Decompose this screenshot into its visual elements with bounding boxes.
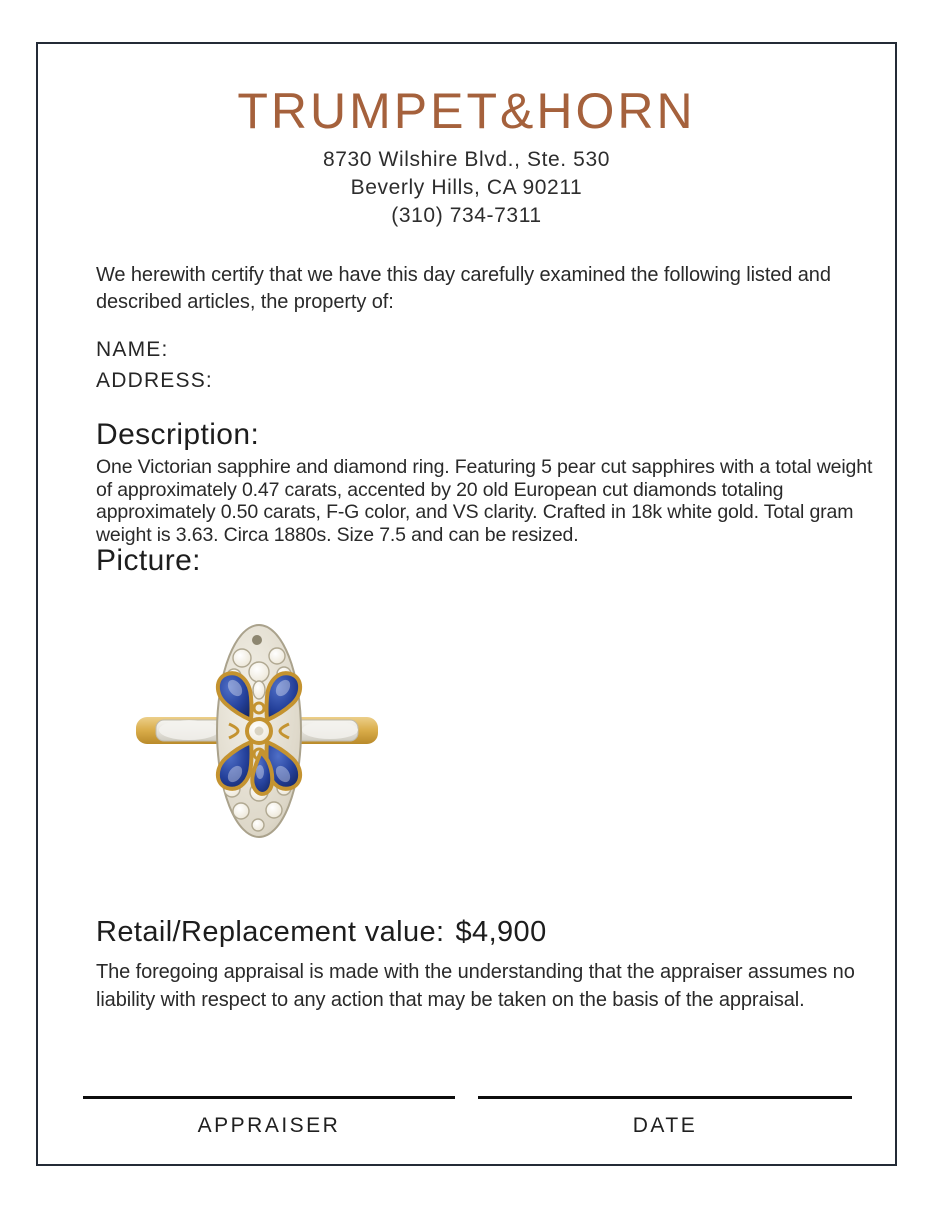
appraiser-label: APPRAISER <box>197 1114 341 1137</box>
ring-illustration <box>134 600 384 860</box>
date-label: DATE <box>632 1114 698 1137</box>
disclaimer-text: The foregoing appraisal is made with the understanding that the appraiser assumes no liability with respect to any action that may be taken on the basis of the appraisal. <box>96 961 855 1011</box>
store-address <box>38 146 895 230</box>
name-label: NAME: <box>96 338 169 361</box>
certificate-border <box>36 42 897 1166</box>
description-body: One Victorian sapphire and diamond ring. Featuring 5 pear cut sapphires with a total weight of approximately 0.47 carats, accented by 20 old European cut diamonds totaling approximately 0.50 carats, F-G color, and VS clarity. Crafted in 18k white gold. Total gram weight is 3.63. Circa 1880s. Size 7.5 and can be resized. <box>96 456 873 546</box>
certification-statement: We herewith certify that we have this day carefully examined the following listed and described articles, the property of: <box>96 264 831 313</box>
address-line-2: Beverly Hills, CA 90211 <box>350 176 583 199</box>
picture-heading: Picture: <box>96 544 201 577</box>
address-line-1: 8730 Wilshire Blvd., Ste. 530 <box>322 148 611 171</box>
valuation-line <box>96 916 547 949</box>
description-heading: Description: <box>96 418 260 451</box>
address-label: ADDRESS: <box>96 369 213 392</box>
ring-photo <box>134 600 384 860</box>
date-signature-line <box>478 1096 852 1138</box>
valuation-amount: $4,900 <box>455 916 547 948</box>
brand-logo: TRUMPET&HORN <box>237 83 696 139</box>
store-phone: (310) 734-7311 <box>391 204 542 227</box>
appraiser-signature-line <box>83 1096 455 1138</box>
valuation-label: Retail/Replacement value: <box>96 916 445 948</box>
